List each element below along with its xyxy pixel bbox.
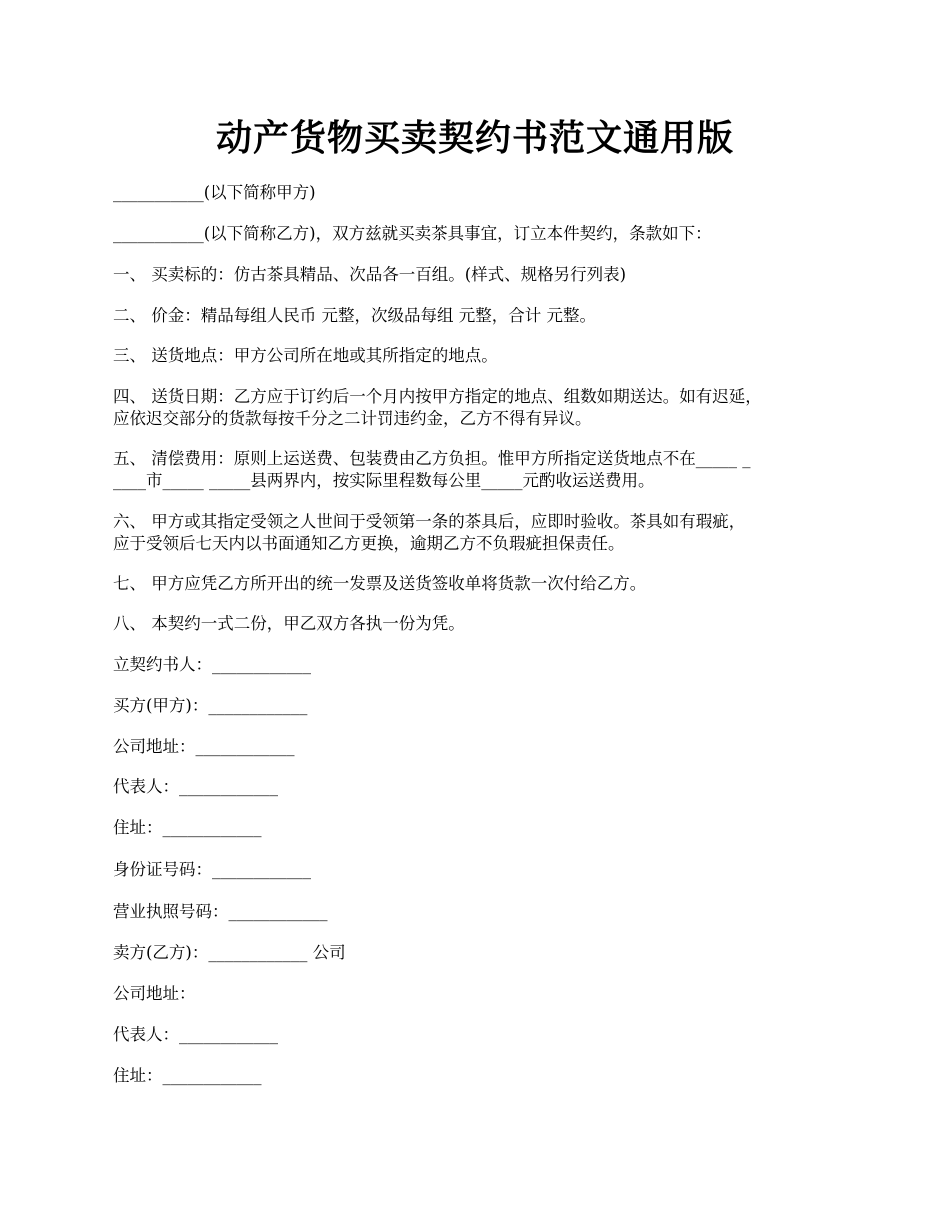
clause-4-line-1: 四、 送货日期：乙方应于订约后一个月内按甲方指定的地点、组数如期送达。如有迟延，: [113, 387, 762, 406]
clause-7: 七、 甲方应凭乙方所开出的统一发票及送货签收单将货款一次付给乙方。: [113, 574, 647, 593]
document-title: 动产货物买卖契约书范文通用版: [215, 117, 734, 159]
seller-representative-line: 代表人：____________: [113, 1025, 278, 1044]
business-license-line: 营业执照号码：____________: [113, 902, 328, 921]
clause-4-line-2: 应依迟交部分的货款每按千分之二计罚违约金，乙方不得有异议。: [113, 409, 592, 428]
buyer-representative-line: 代表人：____________: [113, 777, 278, 796]
clause-5-line-2: ____市_____ _____县两界内，按实际里程数每公里_____元酌收运送费用。: [113, 471, 655, 490]
buyer-residence-line: 住址：____________: [113, 818, 262, 837]
signer-line: 立契约书人：____________: [113, 655, 311, 674]
clause-1: 一、 买卖标的：仿古茶具精品、次品各一百组。(样式、规格另行列表): [113, 265, 627, 284]
clause-8: 八、 本契约一式二份，甲乙双方各执一份为凭。: [113, 614, 465, 633]
clause-5-line-1: 五、 清偿费用：原则上运送费、包装费由乙方负担。惟甲方所指定送货地点不在_____ _: [113, 449, 751, 468]
seller-residence-line: 住址：____________: [113, 1066, 262, 1085]
buyer-line: 买方(甲方)：____________: [113, 696, 308, 715]
buyer-address-line: 公司地址：____________: [113, 737, 295, 756]
clause-2: 二、 价金：精品每组人民币 元整，次级品每组 元整，合计 元整。: [113, 306, 596, 325]
id-number-line: 身份证号码：____________: [113, 860, 311, 879]
party-b-intro: ___________(以下简称乙方)，双方兹就买卖茶具事宜，订立本件契约，条款如下：: [113, 224, 712, 243]
clause-6-line-1: 六、 甲方或其指定受领之人世间于受领第一条的茶具后，应即时验收。茶具如有瑕疵，: [113, 512, 746, 531]
clause-3: 三、 送货地点：甲方公司所在地或其所指定的地点。: [113, 346, 498, 365]
seller-line: 卖方(乙方)：____________ 公司: [113, 943, 346, 962]
party-a-intro: ___________(以下简称甲方): [113, 183, 316, 202]
clause-6-line-2: 应于受领后七天内以书面通知乙方更换，逾期乙方不负瑕疵担保责任。: [113, 534, 625, 553]
seller-address-line: 公司地址：: [113, 984, 196, 1003]
